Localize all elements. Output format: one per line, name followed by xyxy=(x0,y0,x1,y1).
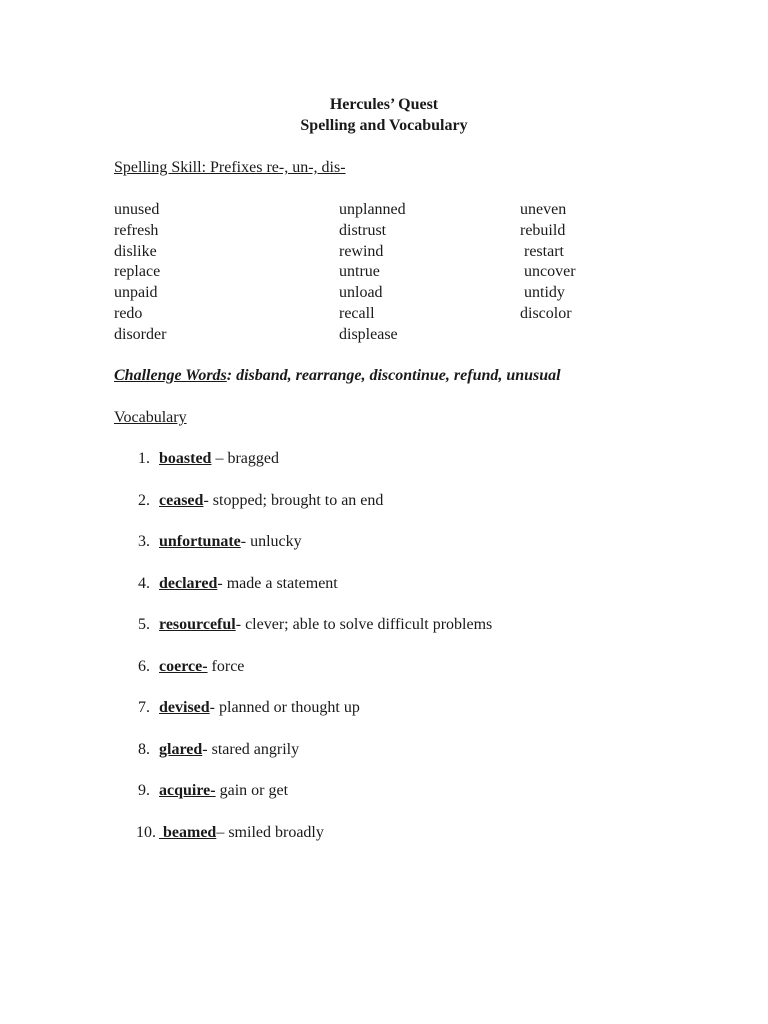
challenge-words-list: : disband, rearrange, discontinue, refund, unusual xyxy=(226,367,561,384)
vocabulary-word: ceased xyxy=(159,491,204,509)
spelling-word: unload xyxy=(339,284,383,302)
vocabulary-word: glared xyxy=(159,740,203,758)
item-number: 8. xyxy=(138,740,150,758)
spelling-word: unplanned xyxy=(339,201,406,218)
item-number: 7. xyxy=(138,699,150,716)
challenge-words xyxy=(114,367,561,385)
document-subtitle: Spelling and Vocabulary xyxy=(300,117,468,134)
spelling-word: refresh xyxy=(114,221,159,239)
spelling-word: displease xyxy=(339,325,398,343)
vocabulary-definition: - stared angrily xyxy=(202,740,300,758)
spelling-word: unused xyxy=(114,201,160,218)
word-column-3 xyxy=(520,200,576,325)
vocabulary-word: unfortunate xyxy=(159,533,241,550)
spelling-word: rebuild xyxy=(520,221,566,239)
vocabulary-word: beamed xyxy=(159,823,217,841)
vocabulary-word: resourceful xyxy=(159,616,236,633)
item-number: 1. xyxy=(138,450,150,467)
vocabulary-definition: - clever; able to solve difficult problems xyxy=(235,616,493,633)
spelling-word: discolor xyxy=(520,304,572,322)
spelling-word: distrust xyxy=(339,221,387,239)
vocabulary-definition: - made a statement xyxy=(217,574,338,592)
word-column-2 xyxy=(339,200,406,346)
spelling-skill-heading: Spelling Skill: Prefixes re-, un-, dis- xyxy=(114,159,346,176)
item-number: 5. xyxy=(138,616,150,633)
item-number: 3. xyxy=(138,533,150,550)
spelling-word: dislike xyxy=(114,242,157,260)
item-number: 6. xyxy=(138,657,150,675)
vocabulary-word: declared xyxy=(159,574,218,592)
vocabulary-word: coerce- xyxy=(159,657,208,675)
vocabulary-definition: – smiled broadly xyxy=(216,823,324,841)
challenge-words-label: Challenge Words xyxy=(114,367,227,384)
item-number: 2. xyxy=(138,491,150,509)
spelling-word: untidy xyxy=(520,284,565,302)
item-number: 10. xyxy=(136,823,156,841)
spelling-word: untrue xyxy=(339,263,380,281)
vocabulary-definition: force xyxy=(207,657,245,675)
item-number: 4. xyxy=(138,574,150,592)
spelling-word: unpaid xyxy=(114,284,158,302)
vocabulary-word: acquire- xyxy=(159,782,216,799)
spelling-word: redo xyxy=(114,304,143,322)
vocabulary-definition: - unlucky xyxy=(240,533,302,550)
spelling-word: rewind xyxy=(339,242,384,260)
document-title: Hercules’ Quest xyxy=(329,96,439,113)
spelling-word: uncover xyxy=(520,263,576,281)
vocabulary-definition: gain or get xyxy=(215,782,289,799)
spelling-word: restart xyxy=(520,242,564,260)
item-number: 9. xyxy=(138,782,150,799)
vocabulary-definition: - stopped; brought to an end xyxy=(203,491,384,509)
spelling-word: recall xyxy=(339,304,375,322)
word-column-1 xyxy=(114,200,166,346)
vocabulary-word: boasted xyxy=(159,450,212,467)
spelling-word: disorder xyxy=(114,325,167,343)
spelling-word: replace xyxy=(114,263,161,281)
spelling-word: uneven xyxy=(520,201,567,218)
vocabulary-definition: – bragged xyxy=(211,450,279,467)
vocabulary-word: devised xyxy=(159,699,210,716)
vocabulary-definition: - planned or thought up xyxy=(209,699,360,716)
vocabulary-heading: Vocabulary xyxy=(114,409,187,426)
